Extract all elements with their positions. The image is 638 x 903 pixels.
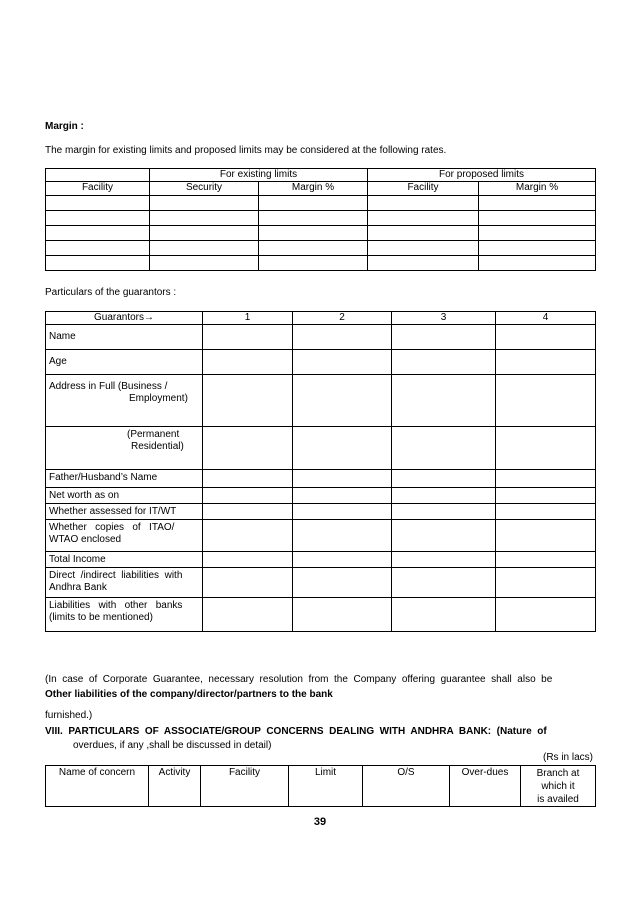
margin-blank-cell (46, 169, 150, 182)
section-viii-title: VIII. PARTICULARS OF ASSOCIATE/GROUP CONCERNS DEALING WITH ANDHRA BANK: (Nature of (45, 726, 547, 737)
row-father-husband: Father/Husband’s Name (46, 470, 203, 488)
guarantors-table (45, 311, 596, 632)
col-facility: Facility (46, 182, 150, 196)
col-facility: Facility (201, 766, 289, 807)
col-margin: Margin % (259, 182, 368, 196)
associate-concerns-table (45, 765, 596, 807)
margin-table (45, 168, 596, 271)
table-row (46, 226, 596, 241)
row-assessed: Whether assessed for IT/WT (46, 504, 203, 520)
table-row (46, 196, 596, 211)
col-os: O/S (363, 766, 450, 807)
page-number: 39 (313, 816, 327, 828)
col-limit: Limit (289, 766, 363, 807)
guarantor-col-1: 1 (203, 312, 293, 325)
table-row (46, 241, 596, 256)
row-total-income: Total Income (46, 552, 203, 568)
guarantors-header-cell: Guarantors→ (46, 312, 203, 325)
table-row (46, 256, 596, 271)
col-branch: Branch at which it is availed (521, 766, 596, 807)
table-row (46, 211, 596, 226)
arrow-right-icon: → (144, 312, 155, 323)
row-net-worth: Net worth as on (46, 488, 203, 504)
row-name: Name (46, 325, 203, 350)
row-other-bank-liabilities: Liabilities with other banks (limits to be mentioned) (46, 598, 203, 632)
col-security: Security (150, 182, 259, 196)
row-itao: Whether copies of ITAO/ WTAO enclosed (46, 520, 203, 552)
col-name-of-concern: Name of concern (46, 766, 149, 807)
row-age: Age (46, 350, 203, 375)
guarantor-col-4: 4 (496, 312, 596, 325)
margin-heading: Margin : (45, 121, 84, 132)
col-activity: Activity (149, 766, 201, 807)
section-viii-subtitle: overdues, if any ,shall be discussed in detail) (73, 740, 272, 751)
group-proposed: For proposed limits (368, 169, 596, 182)
group-existing: For existing limits (150, 169, 368, 182)
col-over-dues: Over-dues (450, 766, 521, 807)
row-address: Address in Full (Business / Employment) (46, 375, 203, 427)
corporate-guarantee-note: (In case of Corporate Guarantee, necessary resolution from the Company offering guarantee shall also be furnished.) (45, 674, 553, 721)
col-margin-proposed: Margin % (479, 182, 596, 196)
guarantor-col-2: 2 (293, 312, 392, 325)
units-note: (Rs in lacs) (542, 752, 593, 763)
col-facility-proposed: Facility (368, 182, 479, 196)
other-liabilities-heading: Other liabilities of the company/director/partners to the bank (45, 689, 333, 700)
guarantors-heading: Particulars of the guarantors : (45, 287, 177, 298)
guarantor-col-3: 3 (392, 312, 496, 325)
row-permanent-address: (Permanent Residential) (46, 427, 203, 470)
margin-intro: The margin for existing limits and proposed limits may be considered at the following rates. (45, 145, 447, 156)
row-direct-liabilities: Direct /indirect liabilities with Andhra Bank (46, 568, 203, 598)
